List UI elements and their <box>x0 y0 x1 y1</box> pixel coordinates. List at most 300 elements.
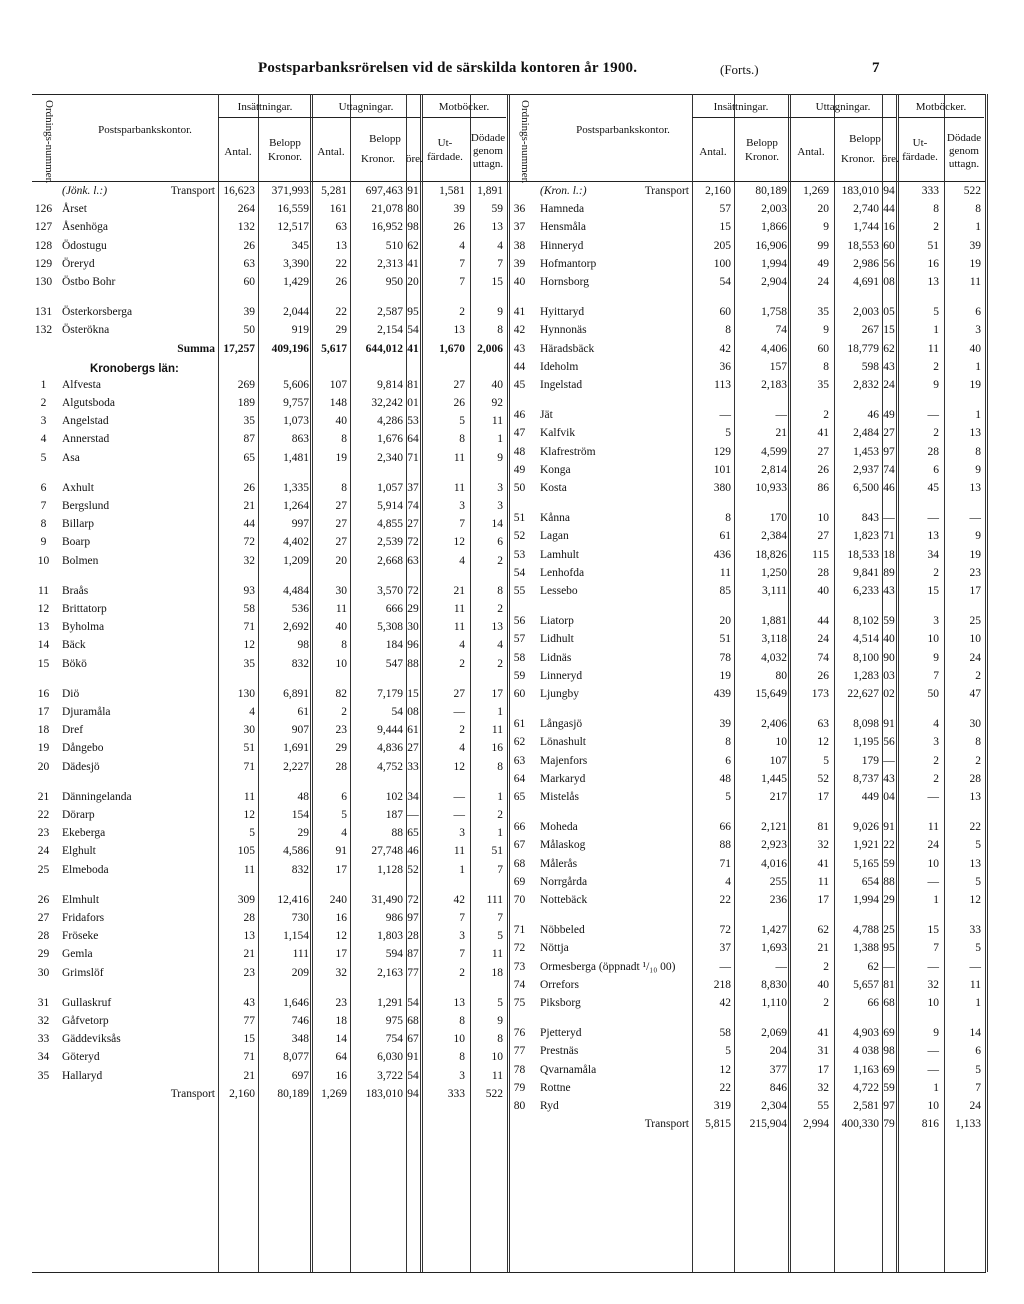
motbocker-utfardade: 6 <box>933 463 939 476</box>
motbocker-utfardade: 5 <box>459 415 465 428</box>
motbocker-dodade: 11 <box>491 415 503 428</box>
uttagningar-antal: 17 <box>335 948 347 961</box>
uttagningar-ore: 68 <box>407 1015 419 1027</box>
table-row <box>0 583 1024 599</box>
kontor-name: Norrgårda <box>540 875 588 888</box>
uttagningar-ore: 80 <box>407 203 419 216</box>
motbocker-dodade: 111 <box>486 893 503 906</box>
insattningar-kronor: 730 <box>291 912 309 924</box>
uttagningar-antal: 41 <box>817 857 829 870</box>
insattningar-antal: 319 <box>713 1100 731 1112</box>
uttagningar-antal: 115 <box>812 548 829 561</box>
uttagningar-kronor: 2,832 <box>853 379 879 391</box>
kontor-name: (Kron. l.:) <box>540 185 587 197</box>
uttagningar-ore: 91 <box>883 821 895 834</box>
insattningar-antal: 71 <box>243 1051 255 1064</box>
insattningar-antal: 15 <box>243 1033 255 1046</box>
insattningar-kronor: 1,758 <box>761 306 787 319</box>
uttagningar-kronor: 1,823 <box>853 530 879 543</box>
row-lead-label: Transport <box>170 1087 215 1100</box>
insattningar-kronor: 1,445 <box>761 772 787 785</box>
row-number: 18 <box>37 724 50 737</box>
insattningar-kronor: 2,227 <box>283 760 309 773</box>
kontor-name: Linneryd <box>540 669 583 682</box>
uttagningar-ore: 01 <box>407 397 419 409</box>
uttagningar-kronor: 4,286 <box>377 415 403 428</box>
insattningar-kronor: 2,904 <box>761 276 787 288</box>
utfardade-header: färdade. <box>902 151 938 163</box>
kontor-name: Lönashult <box>540 736 586 749</box>
row-number: 37 <box>513 221 526 234</box>
uttagningar-antal: 1,269 <box>803 185 829 197</box>
motbocker-dodade: 1 <box>975 221 981 234</box>
insattningar-kronor: 204 <box>769 1045 787 1058</box>
motbocker-dodade: 18 <box>491 966 503 979</box>
uttagningar-antal: 19 <box>335 451 347 464</box>
uttagningar-kronor: 18,553 <box>847 239 879 252</box>
insattningar-antal: 37 <box>719 942 731 955</box>
uttagningar-antal: 148 <box>329 397 347 409</box>
insattningar-antal: 4 <box>249 706 255 718</box>
antal-header: Antal. <box>797 146 825 158</box>
insattningar-kronor: 1,154 <box>283 930 309 943</box>
kontor-name: Hynnonäs <box>540 324 587 337</box>
insattningar-kronor: 997 <box>291 518 309 531</box>
motbocker-utfardade: 7 <box>933 669 939 682</box>
motbocker-utfardade: 11 <box>927 821 939 834</box>
uttagningar-ore: 95 <box>407 306 419 319</box>
uttagningar-kronor: 6,030 <box>377 1051 403 1064</box>
uttagningar-ore: — <box>883 512 895 525</box>
motbocker-dodade: 12 <box>969 894 981 906</box>
uttagningar-kronor: 18,533 <box>847 548 879 561</box>
kontor-name: (Jönk. l.:) <box>62 185 108 197</box>
row-number: 79 <box>513 1081 526 1094</box>
uttagningar-kronor: 66 <box>867 997 879 1009</box>
uttagningar-ore: 27 <box>407 742 419 755</box>
motbocker-utfardade: 5 <box>933 306 939 319</box>
uttagningar-antal: 29 <box>335 324 347 337</box>
uttagningar-kronor: 183,010 <box>841 185 879 197</box>
uttagningar-ore: 65 <box>407 827 419 840</box>
motbocker-utfardade: 7 <box>459 948 465 961</box>
uttagningar-antal: 1,269 <box>321 1087 347 1100</box>
motbocker-utfardade: 51 <box>927 239 939 252</box>
motbocker-dodade: 19 <box>969 379 981 391</box>
insattningar-kronor: 111 <box>292 948 309 961</box>
uttagningar-kronor: 102 <box>385 790 403 803</box>
row-number: 73 <box>513 960 526 973</box>
kontor-name: Markaryd <box>540 772 586 785</box>
row-number: 74 <box>513 978 526 991</box>
kontor-name: Nottebäck <box>540 894 588 906</box>
motbocker-utfardade: 21 <box>453 584 465 597</box>
uttagningar-antal: 49 <box>817 257 829 270</box>
insattningar-kronor: 377 <box>769 1063 787 1076</box>
motbocker-utfardade: 11 <box>453 481 465 494</box>
group-rule <box>898 117 984 118</box>
motbocker-dodade: 13 <box>969 791 981 803</box>
uttagningar-kronor: 754 <box>385 1033 403 1046</box>
insattningar-antal: 13 <box>243 930 255 943</box>
motbocker-utfardade: 12 <box>453 760 465 773</box>
uttagningar-antal: 17 <box>817 894 829 906</box>
uttagningar-kronor: 2,581 <box>853 1100 879 1112</box>
motbocker-dodade: 39 <box>969 239 981 252</box>
insattningar-kronor: 832 <box>291 863 309 876</box>
insattningar-kronor: 2,304 <box>761 1100 787 1112</box>
motbocker-dodade: 19 <box>969 548 981 561</box>
kontor-name: Hyittaryd <box>540 306 585 319</box>
uttagningar-ore: 56 <box>883 257 895 270</box>
uttagningar-kronor: 986 <box>385 912 403 924</box>
uttagningar-antal: 5 <box>341 809 347 821</box>
kontor-name: Lenhofda <box>540 566 585 579</box>
motbocker-dodade: 2 <box>975 754 981 767</box>
uttagningar-ore: 18 <box>883 548 895 561</box>
row-lead-label: Transport <box>644 185 689 197</box>
uttagningar-header: Uttagningar. <box>338 101 394 113</box>
motbocker-dodade: 40 <box>491 378 503 391</box>
insattningar-kronor: 348 <box>291 1033 309 1046</box>
insattningar-antal: — <box>719 960 731 973</box>
motbocker-dodade: 13 <box>969 427 981 440</box>
motbocker-dodade: 2 <box>497 603 503 615</box>
motbocker-utfardade: 8 <box>459 1051 465 1064</box>
motbocker-dodade: 19 <box>969 257 981 270</box>
insattningar-kronor: 236 <box>769 894 787 906</box>
motbocker-utfardade: 26 <box>453 221 465 234</box>
uttagningar-kronor: 1,921 <box>853 839 879 852</box>
kontor-header: Postsparbankskontor. <box>98 124 192 136</box>
insattningar-antal: 71 <box>243 760 255 773</box>
uttagningar-kronor: 31,490 <box>371 893 403 906</box>
continued-label: (Forts.) <box>720 62 759 77</box>
insattningar-antal: 72 <box>719 924 731 937</box>
insattningar-kronor: 1,881 <box>761 615 787 628</box>
row-number: 23 <box>37 827 50 840</box>
motbocker-dodade: 24 <box>969 1100 981 1112</box>
motbocker-dodade: 10 <box>491 1051 503 1064</box>
insattningar-antal: 63 <box>243 257 255 270</box>
kontor-name: Braås <box>62 584 89 597</box>
insattningar-kronor: — <box>775 960 787 973</box>
insattningar-antal: 77 <box>243 1015 255 1027</box>
kontor-name: Gemla <box>62 948 93 961</box>
table-row <box>0 1080 1024 1096</box>
insattningar-kronor: 409,196 <box>271 342 309 355</box>
insattningar-kronor: 61 <box>297 706 309 718</box>
uttagningar-kronor: 5,657 <box>853 978 879 991</box>
uttagningar-ore: 77 <box>407 966 419 979</box>
uttagningar-antal: 40 <box>335 415 347 428</box>
row-number: 44 <box>513 360 526 373</box>
row-number: 128 <box>34 239 53 252</box>
uttagningar-kronor: 1,163 <box>853 1063 879 1076</box>
insattningar-kronor: 2,406 <box>761 718 787 731</box>
motbocker-utfardade: 11 <box>453 621 465 634</box>
antal-header: Antal. <box>224 146 252 158</box>
insattningar-kronor: 2,183 <box>761 379 787 391</box>
uttagningar-kronor: 54 <box>391 706 403 718</box>
insattningar-antal: 436 <box>713 548 731 561</box>
table-row <box>0 510 1024 526</box>
motbocker-utfardade: 45 <box>927 482 939 494</box>
uttagningar-ore: 72 <box>407 536 419 549</box>
kontor-name: Målerås <box>540 857 578 870</box>
motbocker-utfardade: 10 <box>927 997 939 1009</box>
table-row <box>0 819 1024 835</box>
insattningar-antal: 51 <box>719 633 731 646</box>
motbocker-utfardade: 27 <box>453 687 465 700</box>
row-number: 12 <box>37 603 50 615</box>
motbocker-dodade: 5 <box>497 930 503 943</box>
insattningar-antal: 35 <box>243 657 255 670</box>
insattningar-antal: 21 <box>243 1069 255 1082</box>
row-number: 55 <box>513 585 526 597</box>
table-row <box>0 734 1024 750</box>
uttagningar-ore: 46 <box>883 482 895 494</box>
row-number: 20 <box>37 760 50 773</box>
row-number: 58 <box>513 651 526 664</box>
motbocker-dodade: 59 <box>491 203 503 216</box>
motbocker-utfardade: — <box>453 809 465 821</box>
insattningar-antal: 130 <box>237 687 255 700</box>
insattningar-kronor: 3,390 <box>283 257 309 270</box>
insattningar-kronor: 3,111 <box>761 585 787 597</box>
table-row <box>0 856 1024 872</box>
uttagningar-kronor: 8,737 <box>853 772 879 785</box>
motbocker-utfardade: 3 <box>933 736 939 749</box>
row-number: 50 <box>513 482 526 494</box>
motbocker-dodade: 1,133 <box>955 1118 981 1131</box>
kontor-name: Långasjö <box>540 718 583 731</box>
motbocker-dodade: 13 <box>491 621 503 634</box>
ordnings-header: Ordnings-nummer. <box>519 100 531 184</box>
motbocker-dodade: 5 <box>975 942 981 955</box>
row-number: 64 <box>513 772 526 785</box>
uttagningar-ore: 02 <box>883 688 895 700</box>
uttagningar-ore: 79 <box>883 1118 895 1131</box>
kontor-name: Elmeboda <box>62 863 109 876</box>
uttagningar-antal: 99 <box>817 239 829 252</box>
kontor-name: Konga <box>540 463 571 476</box>
uttagningar-antal: 23 <box>335 996 347 1009</box>
insattningar-antal: 35 <box>243 415 255 428</box>
uttagningar-antal: 40 <box>817 978 829 991</box>
uttagningar-antal: 64 <box>335 1051 347 1064</box>
insattningar-kronor: 74 <box>775 324 787 337</box>
row-number: 5 <box>40 451 47 464</box>
motbocker-dodade: 16 <box>491 742 503 755</box>
insattningar-antal: 380 <box>713 482 731 494</box>
kontor-name: Öreryd <box>62 257 95 270</box>
uttagningar-ore: 72 <box>407 584 419 597</box>
kronor-header: Kronor. <box>841 153 875 165</box>
uttagningar-antal: 63 <box>335 221 347 234</box>
row-number: 51 <box>513 512 526 525</box>
insattningar-kronor: 10,933 <box>755 482 787 494</box>
uttagningar-ore: 54 <box>407 996 419 1009</box>
table-row <box>0 238 1024 254</box>
insattningar-kronor: 15,649 <box>755 688 787 700</box>
row-number: 19 <box>37 742 50 755</box>
motbocker-utfardade: 26 <box>453 397 465 409</box>
motbocker-dodade: 30 <box>969 718 981 731</box>
uttagningar-kronor: 1,676 <box>377 433 403 446</box>
row-number: 14 <box>37 639 50 652</box>
motbocker-dodade: 8 <box>975 445 981 458</box>
dodade-header: uttagn. <box>472 158 504 170</box>
uttagningar-ore: 08 <box>883 276 895 288</box>
uttagningar-kronor: 666 <box>385 603 403 615</box>
row-number: 17 <box>37 706 50 718</box>
insattningar-antal: 71 <box>243 621 255 634</box>
motbocker-dodade: 23 <box>969 566 981 579</box>
uttagningar-kronor: 2,163 <box>377 966 403 979</box>
insattningar-antal: 93 <box>243 584 255 597</box>
motbocker-utfardade: 16 <box>927 257 939 270</box>
insattningar-kronor: 4,484 <box>283 584 309 597</box>
uttagningar-kronor: 7,179 <box>377 687 403 700</box>
insattningar-antal: 12 <box>243 639 255 652</box>
insattningar-kronor: 2,692 <box>283 621 309 634</box>
kontor-name: Lessebo <box>540 585 578 597</box>
insattningar-kronor: 16,906 <box>755 239 787 252</box>
uttagningar-ore: 69 <box>883 1027 895 1040</box>
row-number: 61 <box>513 718 526 731</box>
row-number: 76 <box>513 1027 526 1040</box>
insattningar-antal: 5 <box>725 1045 731 1058</box>
row-number: 29 <box>37 948 50 961</box>
uttagningar-ore: 61 <box>407 724 419 737</box>
insattningar-antal: 78 <box>719 651 731 664</box>
uttagningar-ore: 91 <box>407 185 419 197</box>
uttagningar-antal: 2 <box>823 960 829 973</box>
uttagningar-antal: 41 <box>817 1027 829 1040</box>
motbocker-utfardade: 4 <box>459 639 465 652</box>
table-row <box>0 359 1024 375</box>
row-number: 7 <box>40 500 47 512</box>
insattningar-antal: 66 <box>719 821 731 834</box>
kontor-name: Asa <box>62 451 80 464</box>
kontor-name: Ormesberga (öppnadt ¹/₁₀ 00) <box>540 960 676 973</box>
uttagningar-kronor: 3,722 <box>377 1069 403 1082</box>
kontor-name: Dörarp <box>62 809 95 821</box>
uttagningar-ore: 60 <box>883 239 895 252</box>
uttagningar-antal: 12 <box>335 930 347 943</box>
insattningar-kronor: 1,691 <box>283 742 309 755</box>
uttagningar-kronor: 843 <box>861 512 879 525</box>
uttagningar-kronor: 2,539 <box>377 536 403 549</box>
uttagningar-kronor: 594 <box>385 948 403 961</box>
insattningar-kronor: 12,416 <box>277 893 309 906</box>
insattningar-kronor: 80,189 <box>277 1087 309 1100</box>
insattningar-antal: 85 <box>719 585 731 597</box>
uttagningar-ore: 64 <box>407 433 419 446</box>
motbocker-utfardade: — <box>927 1063 939 1076</box>
insattningar-kronor: 1,427 <box>761 924 787 937</box>
insattningar-kronor: 846 <box>769 1081 787 1094</box>
kontor-name: Nöttja <box>540 942 569 955</box>
motbocker-header: Motböcker. <box>915 101 967 113</box>
row-number: 36 <box>513 203 526 216</box>
uttagningar-kronor: 2,587 <box>377 306 403 319</box>
motbocker-utfardade: 7 <box>459 912 465 924</box>
uttagningar-antal: 11 <box>335 603 347 615</box>
uttagningar-ore: 59 <box>883 1081 895 1094</box>
row-number: 32 <box>37 1015 50 1027</box>
table-row <box>0 940 1024 956</box>
table-row <box>0 547 1024 563</box>
kontor-name: Elghult <box>62 845 96 858</box>
insattningar-kronor: 21 <box>775 427 787 440</box>
insattningar-kronor: 157 <box>769 360 787 373</box>
uttagningar-antal: 27 <box>335 518 347 531</box>
uttagningar-kronor: 9,026 <box>853 821 879 834</box>
insattningar-antal: 100 <box>713 257 731 270</box>
row-number: 6 <box>40 481 47 494</box>
row-number: 25 <box>37 863 50 876</box>
row-number: 10 <box>37 554 50 567</box>
uttagningar-antal: 26 <box>335 276 347 288</box>
motbocker-dodade: 11 <box>491 948 503 961</box>
uttagningar-antal: 74 <box>817 651 829 664</box>
kontor-name: Ljungby <box>540 688 579 700</box>
row-number: 78 <box>513 1063 526 1076</box>
uttagningar-antal: 18 <box>335 1015 347 1027</box>
motbocker-utfardade: — <box>927 1045 939 1058</box>
insattningar-kronor: 209 <box>291 966 309 979</box>
belopp-header: Belopp <box>849 133 881 145</box>
motbocker-utfardade: — <box>927 960 939 973</box>
row-number: 13 <box>37 621 50 634</box>
uttagningar-antal: 11 <box>817 875 829 888</box>
kontor-name: Årset <box>62 203 87 216</box>
insattningar-antal: 5 <box>725 791 731 803</box>
kontor-name: Rottne <box>540 1081 571 1094</box>
uttagningar-antal: 28 <box>335 760 347 773</box>
uttagningar-antal: 91 <box>335 845 347 858</box>
kontor-name: Liatorp <box>540 615 574 628</box>
uttagningar-antal: 27 <box>817 530 829 543</box>
motbocker-dodade: 1 <box>975 360 981 373</box>
insattningar-kronor: 2,384 <box>761 530 787 543</box>
row-number: 33 <box>37 1033 50 1046</box>
table-row <box>0 1043 1024 1059</box>
table-row <box>0 631 1024 647</box>
uttagningar-ore: 59 <box>883 857 895 870</box>
kontor-name: Gullaskruf <box>62 996 112 1009</box>
uttagningar-ore: 88 <box>883 875 895 888</box>
uttagningar-kronor: 267 <box>861 324 879 337</box>
insattningar-antal: 30 <box>243 724 255 737</box>
insattningar-kronor: 4,016 <box>761 857 787 870</box>
kontor-name: Axhult <box>62 481 94 494</box>
uttagningar-antal: 23 <box>335 724 347 737</box>
uttagningar-kronor: 6,500 <box>853 482 879 494</box>
kontor-name: Hofmantorp <box>540 257 597 270</box>
insattningar-kronor: 4,406 <box>761 342 787 355</box>
insattningar-antal: 58 <box>243 603 255 615</box>
row-number <box>508 183 531 199</box>
row-number: 80 <box>513 1100 526 1112</box>
insattningar-antal: 21 <box>243 500 255 512</box>
uttagningar-ore: 94 <box>407 1087 419 1100</box>
insattningar-kronor: 4,032 <box>761 651 787 664</box>
uttagningar-ore: 74 <box>407 500 419 512</box>
insattningar-antal: 44 <box>243 518 255 531</box>
